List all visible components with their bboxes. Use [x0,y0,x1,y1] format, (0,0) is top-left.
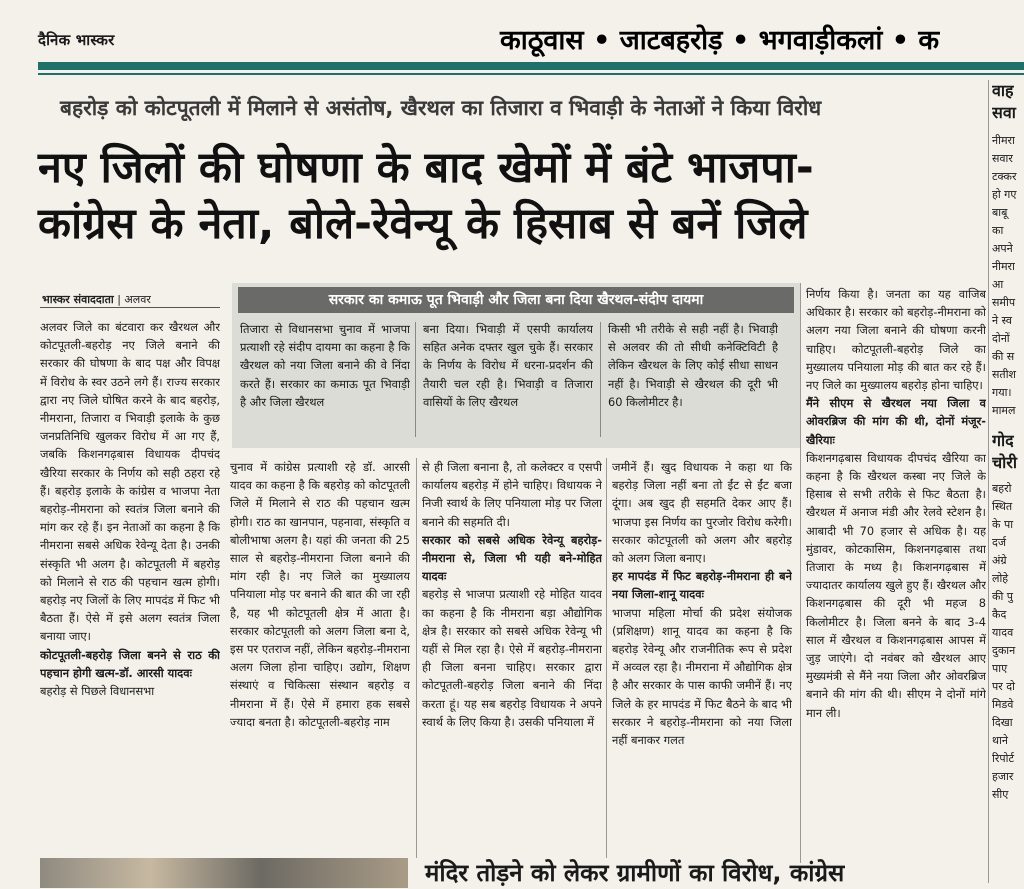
column-subhead: हर मापदंड में फिट बहरोड़-नीमराना ही बने नया जिला-शानू यादवः [612,569,792,602]
column-divider [988,80,989,883]
column-divider [800,283,801,863]
sidebar-line: गया। [992,386,1012,399]
sidebar-line: दुकान [992,644,1016,657]
byline-place: | अलवर [117,293,151,306]
sidebar-line: मिडवे [992,698,1014,711]
column-text: चुनाव में कांग्रेस प्रत्याशी रहे डॉ. आरसी यादव का कहना है कि बहरोड़ को कोटपूतली जिले में मिलाने से राठ की पहचान खत्म होगी। राठ का खानपान, पहनावा, संस्कृति व बोलीभाषा अलग है। यहां की जनता की 25 साल से बहरोड़-नीमराना जिला बनाने की मांग रही है। नए जिले का मुख्यालय पनियाला मोड़ पर बनाने की बात की जा रही है, यह भी कोटपूतली क्षेत्र में आता है। सरकार कोटपूतली को अलग जिला बना दे, इस पर एतराज नहीं, लेकिन बहरोड़-नीमराना अलग जिला होना चाहिए। उद्योग, शिक्षण संस्थाएं व चिकित्सा संस्थान बहरोड़ व नीमराना में हैं। ऐसे में हमारा हक सबसे ज्यादा बनता है। कोटपूतली-बहरोड़ नाम [230,460,410,729]
page-locations: काठूवास • जाटबहरोड़ • भगवाड़ीकलां • क [500,25,940,56]
column-subhead: सरकार को सबसे अधिक रेवेन्यू बहरोड़-नीमराना से, जिला भी यही बने-मोहित यादवः [422,532,602,584]
sidebar-line: सीए [992,788,1009,801]
sidebar-line: नीमरा [992,134,1015,147]
quote-box-text-2: बना दिया। भिवाड़ी में एसपी कार्यालय सहित अनेक दफ्तर खुल चुके हैं। सरकार के निर्णय के विरोध में धरना-प्रदर्शन की तैयारी चल रही है। भिवाड़ी व तिजारा वासियों के लिए खैरथल [423,322,593,409]
sidebar-line: सतीश [992,368,1017,381]
sidebar-line: नीमरा [992,260,1015,273]
column-text: निर्णय किया है। जनता का यह वाजिब अधिकार है। सरकार को बहरोड़-नीमराना को अलग नया जिला बनाने की घोषणा करनी चाहिए। कोटपूतली-बहरोड़ जिले का मुख्यालय पनियाला मोड़ की बात कर रहे हैं। नए जिले का मुख्यालय बहरोड़ होना चाहिए। [806,287,986,393]
quote-box-text-1: तिजारा से विधानसभा चुनाव में भाजपा प्रत्याशी रहे संदीप दायमा का कहना है कि खैरथल को नया जिला बनाने की वे निंदा करते हैं। सरकार का कमाऊ पूत भिवाड़ी है और जिला खैरथल [240,322,410,409]
sidebar-line: अंग्रे [992,554,1007,567]
sidebar-line: का [992,224,1004,237]
quote-box-text-3: किसी भी तरीके से सही नहीं है। भिवाड़ी से अलवर की तो सीधी कनेक्टिविटी है लेकिन खैरथल के लिए कोई सीधा साधन नहीं है। भिवाड़ी से खैरथल की दूरी भी 60 किलोमीटर है। [608,322,778,409]
column-text: से ही जिला बनाना है, तो कलेक्टर व एसपी कार्यालय बहरोड़ में होने चाहिए। विधायक ने निजी स्वार्थ के लिए पनियाला मोड़ पर जिला बनाने की सहमति दी। [422,460,602,529]
sidebar-line: पर दो [992,680,1015,693]
column-divider [606,458,607,858]
sidebar-line: आ [992,278,1004,291]
sidebar-line: थाने [992,734,1008,747]
quote-box-heading: सरकार का कमाऊ पूत भिवाड़ी और जिला बना दिया खैरथल-संदीप दायमा [238,287,794,313]
sidebar-line: सवार [992,152,1013,165]
sidebar-line: दिखा [992,716,1013,729]
sidebar-line: समीप [992,296,1016,309]
sidebar-headline: चोरी [992,453,1017,472]
sidebar-headline: सवा [992,103,1016,122]
column-subhead: मैंने सीएम से खैरथल नया जिला व ओवरब्रिज की मांग की थी, दोनों मंजूर-खैरियाः [806,396,986,447]
byline-rule [40,307,220,308]
quote-box-divider [415,322,416,437]
sidebar-line: स्थित [992,500,1013,513]
sidebar-line: अपने [992,242,1013,255]
sidebar-line: लोहे [992,572,1009,585]
byline [42,292,151,307]
sidebar-line: बहरो [992,482,1012,495]
quote-box-divider [600,322,601,437]
sidebar-line: पाए [992,662,1008,675]
sidebar-line: हजार [992,770,1014,783]
next-story-headline: मंदिर तोड़ने को लेकर ग्रामीणों का विरोध, कांग्रेस [425,859,845,887]
sidebar-headline: वाह [992,81,1014,100]
sidebar-stories [992,80,1024,883]
byline-source: भास्कर संवाददाता [42,293,114,306]
story-column-4 [612,458,792,863]
story-kicker: बहरोड़ को कोटपूतली में मिलाने से असंतोष, खैरथल का तिजारा व भिवाड़ी के नेताओं ने किया विरोध [60,96,822,120]
story-headline [38,140,988,252]
sidebar-line: मामल [992,404,1016,417]
column-subhead: कोटपूतली-बहरोड़ जिला बनने से राठ की पहचान होगी खत्म-डॉ. आरसी यादवः [40,647,220,680]
story-column-2 [230,458,410,863]
sidebar-line: हो गए [992,188,1017,201]
column-text: भाजपा महिला मोर्चा की प्रदेश संयोजक (प्रशिक्षण) शानू यादव का कहना है कि बहरोड़ रेवेन्यू और राजनीतिक रूप से प्रदेश में अव्वल रहा है। नीमराना में औद्योगिक क्षेत्र है और सरकार के पास काफी जमीनें हैं। नए जिले के हर मापदंड में फिट बैठने के बाद भी सरकार ने बहरोड़-नीमराना को नया जिला नहीं बनाकर गलत [612,605,792,748]
paper-name: दैनिक भास्कर [38,31,115,49]
column-text: बहरोड़ से भाजपा प्रत्याशी रहे मोहित यादव का कहना है कि नीमराना बड़ा औद्योगिक क्षेत्र है। सरकार को सबसे अधिक रेवेन्यू भी यहीं से मिल रहा है। ऐसे में बहरोड़-नीमराना ही जिला बनना चाहिए। सरकार द्वारा कोटपूतली-बहरोड़ जिला बनाने की निंदा करता हूं। यह सब बहरोड़ विधायक ने अपने स्वार्थ के लिए किया है। उसकी पनियाला में [422,587,602,729]
top-rule [38,62,1024,70]
column-text: अलवर जिले का बंटवारा कर खैरथल और कोटपूतली-बहरोड़ नए जिले बनाने की सरकार की घोषणा के बाद पक्ष और विपक्ष में विरोध के स्वर उठने लगे हैं। राज्य सरकार द्वारा नए जिले घोषित करने के बाद बहरोड़, नीमराना, तिजारा व भिवाड़ी इलाके के कुछ जनप्रतिनिधि खुलकर विरोध में आ गए हैं, जबकि किशनगढ़बास विधायक दीपचंद खैरिया सरकार के निर्णय को सही ठहरा रहे हैं। बहरोड़ इलाके के कांग्रेस व भाजपा नेता बहरोड़-नीमराना को स्वतंत्र जिला बनाने की मांग कर रहे हैं। इन नेताओं का कहना है कि नीमराना सबसे अधिक रेवेन्यू देता है। उनकी संस्कृति भी अलग है। कोटपूतली में बहरोड़ को मिलाने से राठ की पहचान खत्म होगी। बहरोड़ नए जिलों के लिए मापदंड में फिट भी बैठता हैं। ऐसे में इसे अलग स्वतंत्र जिला बनाया जाए। [40,320,220,644]
headline-line-1: नए जिलों की घोषणा के बाद खेमों में बंटे भाजपा- [38,143,814,193]
sidebar-line: रिपोर्ट [992,752,1014,765]
sidebar-line: दोनों [992,332,1010,345]
sidebar-line: बाबू [992,206,1008,219]
sidebar-line: की पु [992,590,1014,603]
sidebar-headline: गोद [992,431,1014,450]
column-text: जमीनें हैं। खुद विधायक ने कहा था कि बहरोड़ जिला नहीं बना तो ईंट से ईंट बजा दूंगा। अब खुद ही सहमति देकर आए हैं। भाजपा इस निर्णय का पुरजोर विरोध करेगी। सरकार कोटपूतली को अलग और बहरोड़ को अलग जिला बनाए। [612,460,792,566]
sidebar-line: ने स्व [992,314,1012,327]
sidebar-line: के पा [992,518,1014,531]
top-rule-thin [38,73,1024,75]
sidebar-line: कैद [992,608,1007,621]
column-text: किशनगढ़बास विधायक दीपचंद खैरिया का कहना है कि खैरथल कस्बा नए जिले के हिसाब से सभी तरीके से फिट बैठता है। खैरथल में अनाज मंडी और रेलवे स्टेशन है। आबादी भी 70 हजार से अधिक है। यह मुंडावर, कोटकासिम, किशनगढ़बास तथा तिजारा के मध्य है। किशनगढ़बास में ज्यादातर कार्यालय खुले हुए हैं। खैरथल और किशनगढ़बास की दूरी भी महज 8 किलोमीटर है। जिला बनने के बाद 3-4 साल में खैरथल व किशनगढ़बास आपस में जुड़ जाएंगे। दो नवंबर को खैरथल आए मुख्यमंत्री से मैंने नया जिला और ओवरब्रिज बनाने की मांग की थी। सीएम ने दोनों मांगे मान ली। [806,450,986,720]
sidebar-line: यादव [992,626,1014,639]
story-column-3 [422,458,602,863]
story-column-5 [806,285,986,865]
column-divider [416,458,417,858]
sidebar-line: टक्कर [992,170,1017,183]
story-column-1 [40,318,220,858]
column-text: बहरोड़ से पिछले विधानसभा [40,684,155,699]
sidebar-line: दर्ज [992,536,1007,549]
headline-line-2: कांग्रेस के नेता, बोले-रेवेन्यू के हिसाब से बनें जिले [38,199,808,249]
sidebar-line: की स [992,350,1015,363]
news-photo [40,858,408,888]
